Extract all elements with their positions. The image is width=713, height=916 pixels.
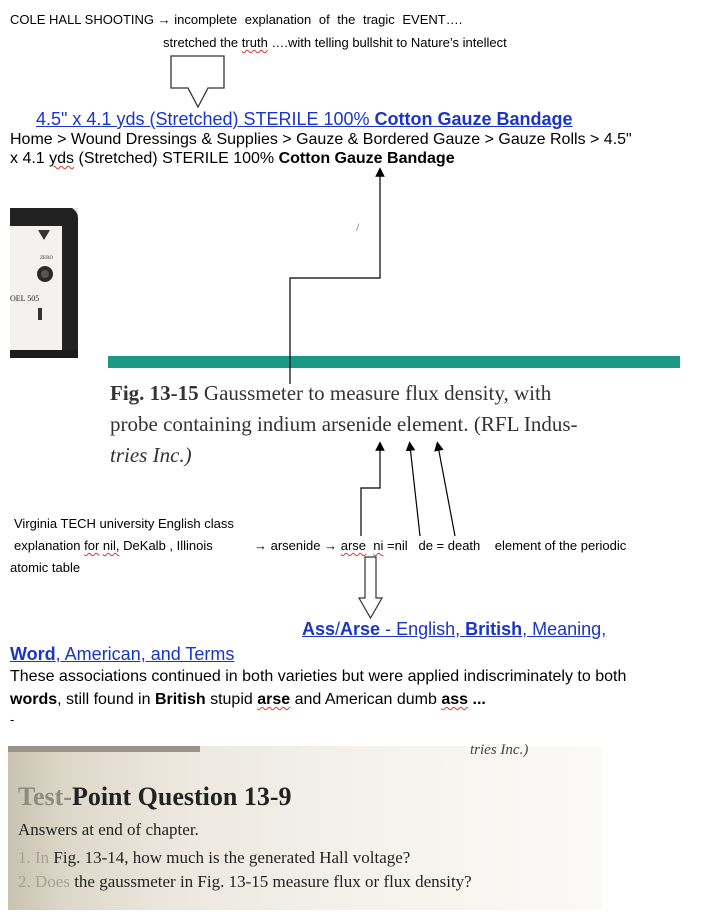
- figure-caption-line-3: tries Inc.): [110, 443, 192, 467]
- breadcrumb-line-1[interactable]: Home > Wound Dressings & Supplies > Gauze & Bordered Gauze > Gauze Rolls > 4.5": [10, 131, 632, 148]
- title-slash: /: [335, 619, 341, 639]
- product-title-plain: 4.5" x 4.1 yds (Stretched) STERILE 100%: [36, 109, 375, 129]
- test-point-q2: [18, 872, 472, 892]
- right-arrow-icon: →: [157, 12, 171, 27]
- stray-mark: /: [356, 220, 360, 234]
- word-ni: ni: [373, 538, 384, 553]
- body-2-b: stupid: [205, 691, 258, 708]
- crumb-2-pre: x 4.1: [10, 150, 50, 167]
- word-for: for: [84, 538, 100, 553]
- ass-arse-title-line-2[interactable]: [10, 644, 234, 665]
- figure-label: Fig. 13-15: [110, 381, 199, 405]
- arsenide-breakdown: [254, 538, 626, 553]
- truth-word: truth: [241, 35, 268, 50]
- title-ass: Ass: [302, 619, 336, 639]
- crumb-2-mid: (Stretched) STERILE 100%: [74, 150, 279, 167]
- virginia-line-2-a: explanation: [14, 538, 85, 553]
- word-arse-split: arse: [340, 538, 367, 553]
- crumb-2-bold: Cotton Gauze Bandage: [278, 150, 455, 167]
- q1-text: Fig. 13-14, how much is the generated Hall voltage?: [53, 848, 411, 867]
- dash-mark: -: [10, 712, 15, 727]
- ass-arse-title-link[interactable]: [302, 619, 606, 640]
- body-words: words: [10, 691, 58, 708]
- crumb-yds: yds: [49, 150, 75, 167]
- body-2-a: , still found in: [57, 691, 155, 708]
- body-ellipsis: ...: [468, 691, 486, 708]
- title-word: Word: [10, 644, 56, 664]
- scan-top-fragment: tries Inc.): [470, 742, 529, 758]
- virginia-line-1: Virginia TECH university English class: [14, 516, 234, 531]
- scan-top-rule: [8, 746, 200, 752]
- virginia-line-2-c: DeKalb , Illinois: [119, 538, 213, 553]
- body-line-1: These associations continued in both varieties but were applied indiscriminately to both: [10, 668, 627, 685]
- hollow-down-arrow-icon-2: [358, 556, 384, 620]
- arrow-icon-1: →: [254, 538, 267, 553]
- q2-text: the gaussmeter in Fig. 13-15 measure flux or flux density?: [74, 872, 472, 891]
- virginia-line-3: atomic table: [10, 560, 81, 575]
- q1-prefix-faded: 1. In: [18, 848, 54, 867]
- body-2-c: and American dumb: [290, 691, 442, 708]
- body-arse: arse: [257, 691, 291, 708]
- title-line-2-rest: , American, and Terms: [55, 644, 235, 664]
- word-nil-eq: =nil: [383, 538, 408, 553]
- title-main: Point Question 13-9: [71, 782, 292, 811]
- title-rest: - English,: [380, 619, 466, 639]
- word-de: de = death: [418, 538, 481, 553]
- test-point-q1: [18, 848, 410, 868]
- product-title-bold: Cotton Gauze Bandage: [374, 109, 573, 129]
- virginia-line-2: [14, 538, 213, 553]
- element-text: element of the periodic: [494, 538, 627, 553]
- device-label: OEL 505: [10, 294, 40, 303]
- body-line-2: [10, 691, 486, 709]
- figure-caption-line-2: probe containing indium arsenide element. (RFL Indus-: [110, 412, 578, 436]
- test-point-title: [18, 782, 292, 812]
- word-arsenide: arsenide: [270, 538, 321, 553]
- sub-text: Answers at end of chapter.: [18, 820, 199, 839]
- title-rest-2: , Meaning,: [522, 619, 607, 639]
- test-point-sub: [18, 820, 199, 840]
- body-ass: ass: [441, 691, 469, 708]
- title-arse: Arse: [340, 619, 381, 639]
- figure-line-1: Gaussmeter to measure flux density, with: [198, 381, 552, 405]
- header-line-1-rest: incomplete explanation of the tragic EVENT….: [174, 12, 463, 27]
- test-point-scan: [8, 742, 602, 910]
- body-british: British: [154, 691, 206, 708]
- q2-prefix-faded: 2. Does: [18, 872, 75, 891]
- arrow-icon-2: →: [324, 538, 338, 553]
- title-prefix-faded: Test-: [18, 782, 72, 811]
- device-knob-label: ZERO: [40, 256, 54, 261]
- title-british: British: [465, 619, 523, 639]
- word-nil: nil,: [102, 538, 120, 553]
- header-line-2-a: stretched the: [163, 35, 239, 50]
- header-line-2-b: ….with telling bullshit to Nature’s intellect: [267, 35, 507, 50]
- cole-hall-title: COLE HALL SHOOTING: [10, 12, 154, 27]
